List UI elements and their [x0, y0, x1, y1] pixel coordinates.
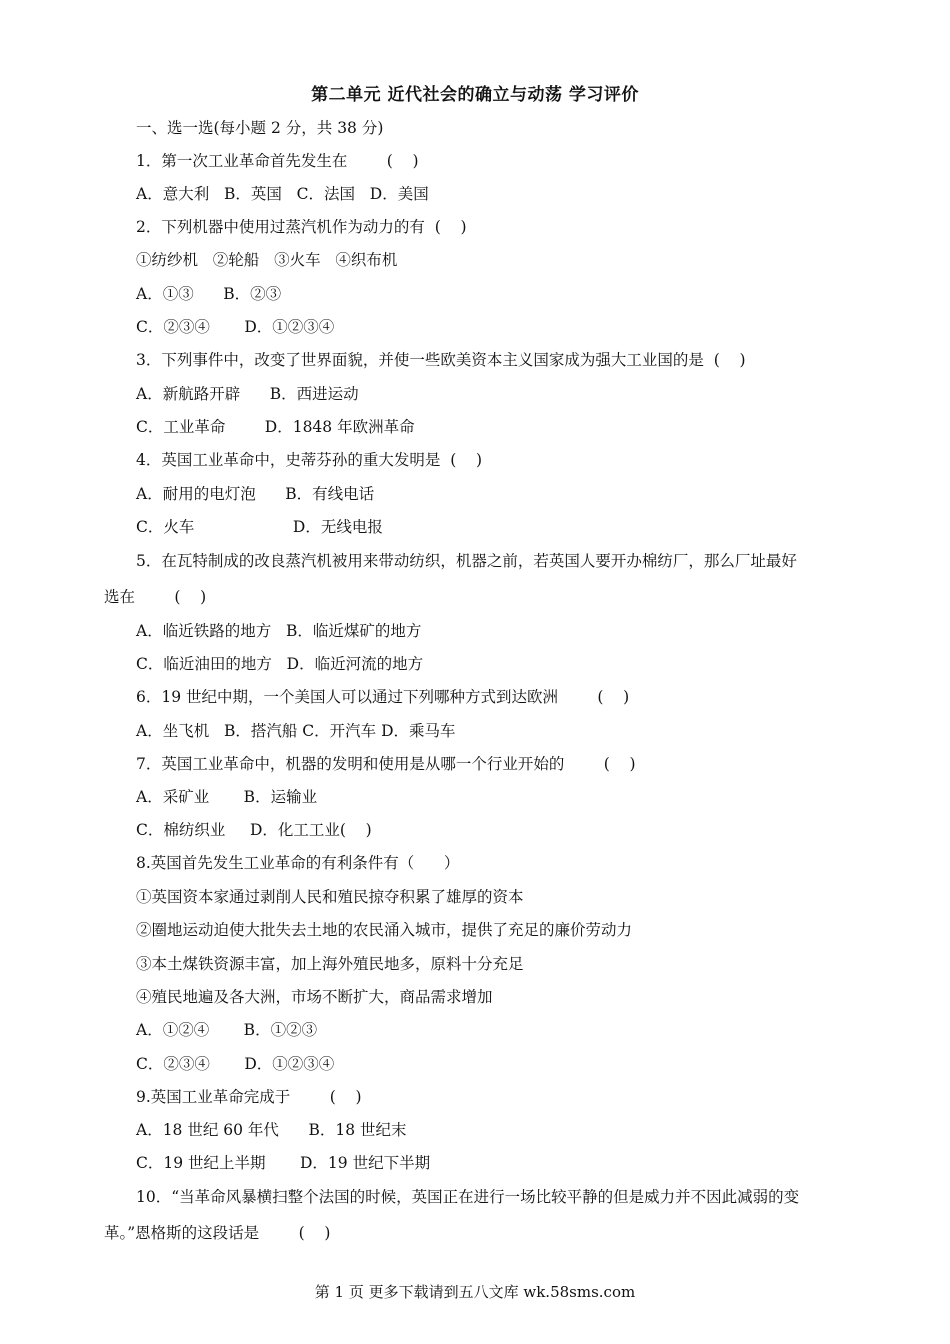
question-9: 9.英国工业革命完成于 ( )	[136, 1088, 362, 1106]
page-footer: 第 1 页 更多下载请到五八文库 wk.58sms.com	[314, 1283, 636, 1301]
question-1: 1．第一次工业革命首先发生在 ( )	[136, 152, 419, 170]
question-5-options-ab: A．临近铁路的地方 B．临近煤矿的地方	[136, 622, 422, 640]
question-3-options-cd: C．工业革命 D．1848 年欧洲革命	[136, 418, 415, 436]
question-2-options-cd: C．②③④ D．①②③④	[136, 318, 335, 336]
question-3: 3．下列事件中，改变了世界面貌，并使一些欧美资本主义国家成为强大工业国的是 ( )	[136, 351, 746, 369]
question-4: 4．英国工业革命中，史蒂芬孙的重大发明是 ( )	[136, 451, 483, 469]
question-2-options-ab: A．①③ B．②③	[136, 285, 282, 303]
question-6: 6．19 世纪中期，一个美国人可以通过下列哪种方式到达欧洲 ( )	[136, 688, 630, 706]
question-5: 5．在瓦特制成的改良蒸汽机被用来带动纺织，机器之前，若英国人要开办棉纺厂，那么厂址最好	[136, 552, 797, 570]
section-heading: 一、选一选(每小题 2 分，共 38 分)	[136, 119, 384, 137]
question-8-item-4: ④殖民地遍及各大洲，市场不断扩大，商品需求增加	[136, 988, 493, 1006]
question-6-options: A．坐飞机 B．搭汽船 C．开汽车 D．乘马车	[136, 722, 456, 740]
question-7-options-cd: C．棉纺织业 D．化工工业( )	[136, 821, 372, 839]
question-8-options-cd: C．②③④ D．①②③④	[136, 1055, 335, 1073]
question-8: 8.英国首先发生工业革命的有利条件有（ ）	[136, 854, 460, 872]
question-5-options-cd: C．临近油田的地方 D．临近河流的地方	[136, 655, 424, 673]
question-10-continued: 革。”恩格斯的这段话是 ( )	[104, 1224, 331, 1242]
question-7: 7．英国工业革命中，机器的发明和使用是从哪一个行业开始的 ( )	[136, 755, 636, 773]
question-8-options-ab: A．①②④ B．①②③	[136, 1021, 318, 1039]
question-8-item-2: ②圈地运动迫使大批失去土地的农民涌入城市，提供了充足的廉价劳动力	[136, 921, 633, 939]
question-1-options: A．意大利 B．英国 C．法国 D．美国	[136, 185, 429, 203]
question-8-item-3: ③本土煤铁资源丰富，加上海外殖民地多，原料十分充足	[136, 955, 524, 973]
question-8-item-1: ①英国资本家通过剥削人民和殖民掠夺积累了雄厚的资本	[136, 888, 524, 906]
question-7-options-ab: A．采矿业 B．运输业	[136, 788, 318, 806]
question-9-options-cd: C．19 世纪上半期 D．19 世纪下半期	[136, 1154, 431, 1172]
question-2-items: ①纺纱机 ②轮船 ③火车 ④织布机	[136, 251, 398, 269]
question-3-options-ab: A．新航路开辟 B．西进运动	[136, 385, 359, 403]
question-4-options-cd: C．火车 D．无线电报	[136, 518, 383, 536]
question-2: 2．下列机器中使用过蒸汽机作为动力的有 ( )	[136, 218, 467, 236]
question-9-options-ab: A．18 世纪 60 年代 B．18 世纪末	[136, 1121, 407, 1139]
question-10: 10．“当革命风暴横扫整个法国的时候，英国正在进行一场比较平静的但是威力并不因此减弱的变	[136, 1188, 800, 1206]
question-5-continued: 选在 ( )	[104, 588, 207, 606]
question-4-options-ab: A．耐用的电灯泡 B．有线电话	[136, 485, 375, 503]
page-title: 第二单元 近代社会的确立与动荡 学习评价	[311, 85, 639, 105]
